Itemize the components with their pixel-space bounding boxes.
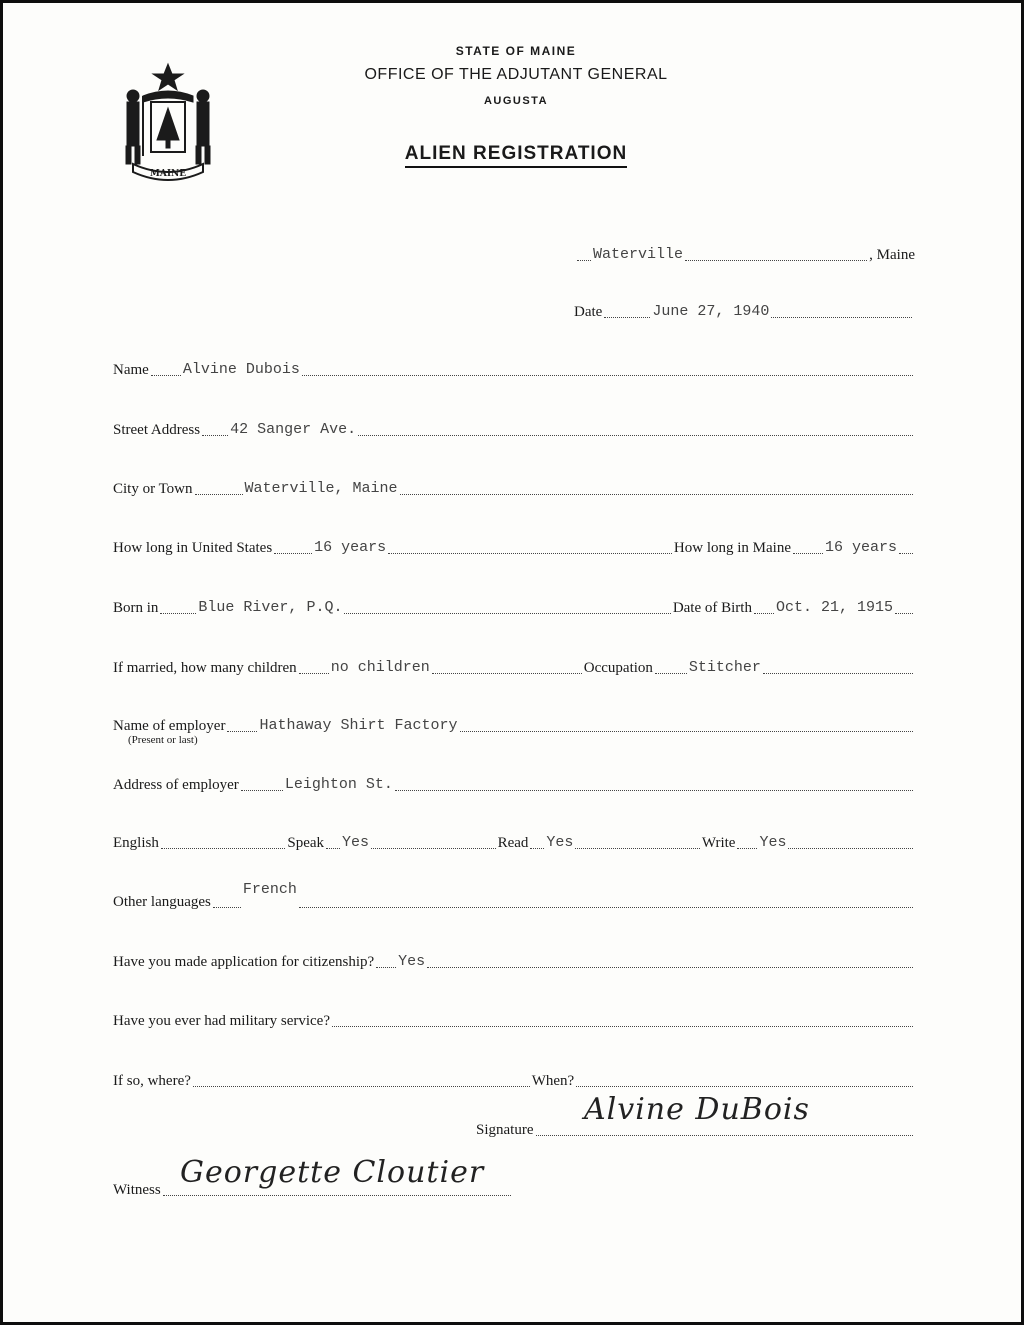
employer-address-label: Address of employer (113, 777, 239, 793)
us-time-label: How long in United States (113, 540, 273, 556)
office-heading: OFFICE OF THE ADJUTANT GENERAL (364, 66, 668, 83)
occupation-value: Stitcher (688, 659, 761, 676)
service-row (113, 1069, 915, 1091)
town-value: Waterville (593, 246, 684, 263)
city-field (113, 477, 915, 499)
children-label: If married, how many children (113, 660, 297, 676)
military-field (113, 1009, 915, 1031)
city-heading: AUGUSTA (483, 95, 549, 107)
speak-value: Yes (342, 834, 370, 851)
occupation-label: Occupation (583, 660, 653, 676)
read-label: Read (497, 835, 529, 851)
witness-label: Witness (113, 1182, 161, 1198)
english-row (113, 831, 915, 853)
maine-time-label: How long in Maine (673, 540, 791, 556)
maine-time-value: 16 years (824, 539, 897, 556)
born-value: Blue River, P.Q. (198, 599, 343, 616)
name-value: Alvine Dubois (182, 361, 300, 378)
name-field (113, 358, 915, 380)
citizenship-field (113, 950, 915, 972)
write-label: Write (701, 835, 736, 851)
read-value: Yes (546, 834, 574, 851)
birth-row (113, 596, 915, 618)
us-time-value: 16 years (314, 539, 387, 556)
street-field (113, 418, 915, 440)
employer-label: Name of employer (113, 718, 226, 734)
english-label: English (113, 835, 159, 851)
where-label: If so, where? (113, 1073, 191, 1089)
citizenship-value: Yes (398, 953, 426, 970)
svg-text:MAINE: MAINE (149, 169, 187, 179)
city-label: City or Town (113, 481, 193, 497)
citizenship-label: Have you made application for citizenship? (113, 954, 375, 970)
dob-label: Date of Birth (672, 600, 752, 616)
other-languages-label: Other languages (113, 894, 211, 910)
city-value: Waterville, Maine (244, 480, 398, 497)
state-heading: STATE OF MAINE (455, 44, 577, 58)
children-row (113, 656, 915, 678)
date-value: June 27, 1940 (652, 303, 770, 320)
date-label: Date (574, 304, 603, 320)
maine-state-seal-icon (113, 56, 223, 186)
military-label: Have you ever had military service? (113, 1013, 330, 1029)
street-label: Street Address (113, 422, 201, 438)
write-value: Yes (759, 834, 787, 851)
children-value: no children (330, 659, 430, 676)
speak-label: Speak (287, 835, 325, 851)
town-field (575, 243, 915, 265)
other-languages-field (113, 881, 915, 912)
name-label: Name (113, 362, 149, 378)
witness-handwriting: Georgette Cloutier (180, 1155, 485, 1190)
town-suffix: , Maine (869, 247, 915, 263)
employer-address-field (113, 773, 915, 795)
date-field (574, 300, 914, 322)
signature-label: Signature (476, 1122, 534, 1138)
form-title: ALIEN REGISTRATION (300, 143, 732, 165)
born-label: Born in (113, 600, 159, 616)
employer-sublabel: (Present or last) (128, 734, 198, 746)
other-languages-value: French (242, 881, 297, 898)
residence-duration-row (113, 536, 915, 558)
dob-value: Oct. 21, 1915 (775, 599, 893, 616)
street-value: 42 Sanger Ave. (230, 421, 357, 438)
when-label: When? (531, 1073, 575, 1089)
signature-handwriting: Alvine DuBois (584, 1092, 810, 1127)
employer-address-value: Leighton St. (284, 776, 393, 793)
employer-value: Hathaway Shirt Factory (259, 717, 458, 734)
employer-field (113, 714, 915, 736)
